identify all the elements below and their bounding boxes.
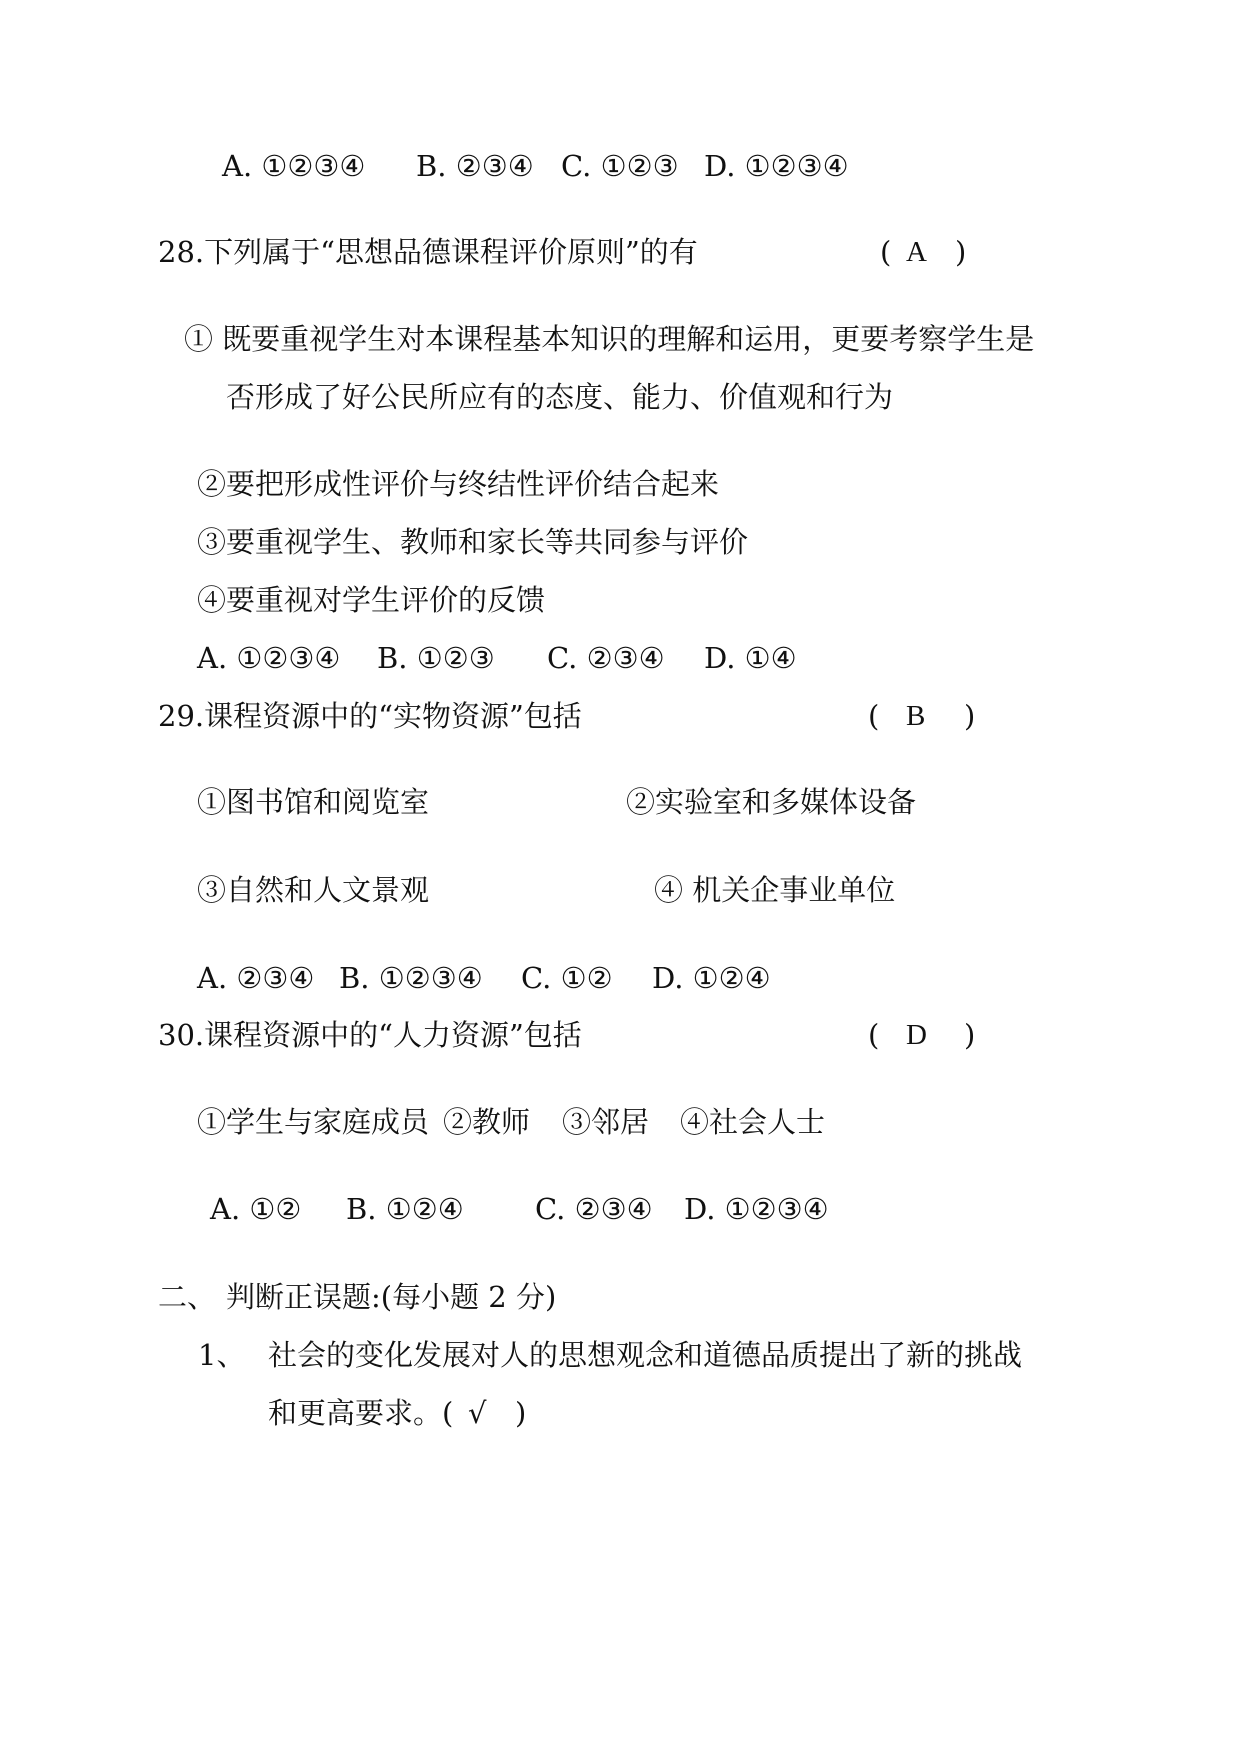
q30-item-2: ②教师	[443, 1105, 531, 1139]
tf1-answer: √	[468, 1396, 487, 1430]
q29-item-3: ③自然和人文景观	[197, 873, 430, 907]
q27-option-b: B. ②③④	[416, 149, 534, 183]
q29-item-4: ④ 机关企事业单位	[654, 873, 896, 907]
q30-answer: D	[906, 1019, 927, 1051]
tf1-line1: 社会的变化发展对人的思想观念和道德品质提出了新的挑战	[268, 1338, 1023, 1372]
q28-option-a: A. ①②③④	[197, 641, 341, 675]
q28-item-1-cont: 否形成了好公民所应有的态度、能力、价值观和行为	[226, 380, 894, 414]
section2-number: 二、	[158, 1280, 217, 1314]
q28-answer: A	[906, 236, 927, 268]
q28-option-d: D. ①④	[704, 641, 797, 675]
q29-item-1: ①图书馆和阅览室	[197, 785, 430, 819]
q28-option-c: C. ②③④	[547, 641, 665, 675]
q29-option-b: B. ①②③④	[339, 961, 483, 995]
tf1-line2: 和更高要求。(	[268, 1396, 454, 1430]
q30-option-b: B. ①②④	[346, 1192, 464, 1226]
q28-item-2: ②要把形成性评价与终结性评价结合起来	[197, 467, 720, 501]
q28-item-4: ④要重视对学生评价的反馈	[197, 583, 546, 617]
q29-option-c: C. ①②	[521, 961, 613, 995]
q30-item-3: ③邻居	[562, 1105, 650, 1139]
tf1-close: )	[515, 1396, 527, 1430]
q29-answer-close: )	[964, 699, 976, 733]
q29-item-2: ②实验室和多媒体设备	[626, 785, 917, 819]
q30-stem: 30.课程资源中的“人力资源”包括	[158, 1018, 582, 1052]
q30-option-c: C. ②③④	[535, 1192, 653, 1226]
q29-option-d: D. ①②④	[652, 961, 771, 995]
q29-answer-open: (	[868, 699, 880, 733]
q28-stem: 28.下列属于“思想品德课程评价原则”的有	[158, 235, 698, 269]
q30-answer-open: (	[868, 1018, 880, 1052]
q29-option-a: A. ②③④	[197, 961, 315, 995]
q30-answer-close: )	[964, 1018, 976, 1052]
tf1-number: 1、	[198, 1338, 246, 1372]
q28-answer-close: )	[955, 235, 967, 269]
q28-answer-open: (	[880, 235, 892, 269]
q27-option-c: C. ①②③	[561, 149, 679, 183]
q30-option-a: A. ①②	[210, 1192, 302, 1226]
q29-stem: 29.课程资源中的“实物资源”包括	[158, 699, 582, 733]
q30-item-1: ①学生与家庭成员	[197, 1105, 430, 1139]
q30-item-4: ④社会人士	[680, 1105, 826, 1139]
q28-item-3: ③要重视学生、教师和家长等共同参与评价	[197, 525, 749, 559]
q29-answer: B	[906, 700, 926, 732]
section2-title: 判断正误题:(每小题 2 分)	[226, 1280, 557, 1314]
q28-option-b: B. ①②③	[377, 641, 495, 675]
q30-option-d: D. ①②③④	[684, 1192, 829, 1226]
q27-option-d: D. ①②③④	[704, 149, 849, 183]
q27-option-a: A. ①②③④	[222, 149, 366, 183]
q28-item-1: ① 既要重视学生对本课程基本知识的理解和运用，更要考察学生是	[184, 322, 1035, 356]
